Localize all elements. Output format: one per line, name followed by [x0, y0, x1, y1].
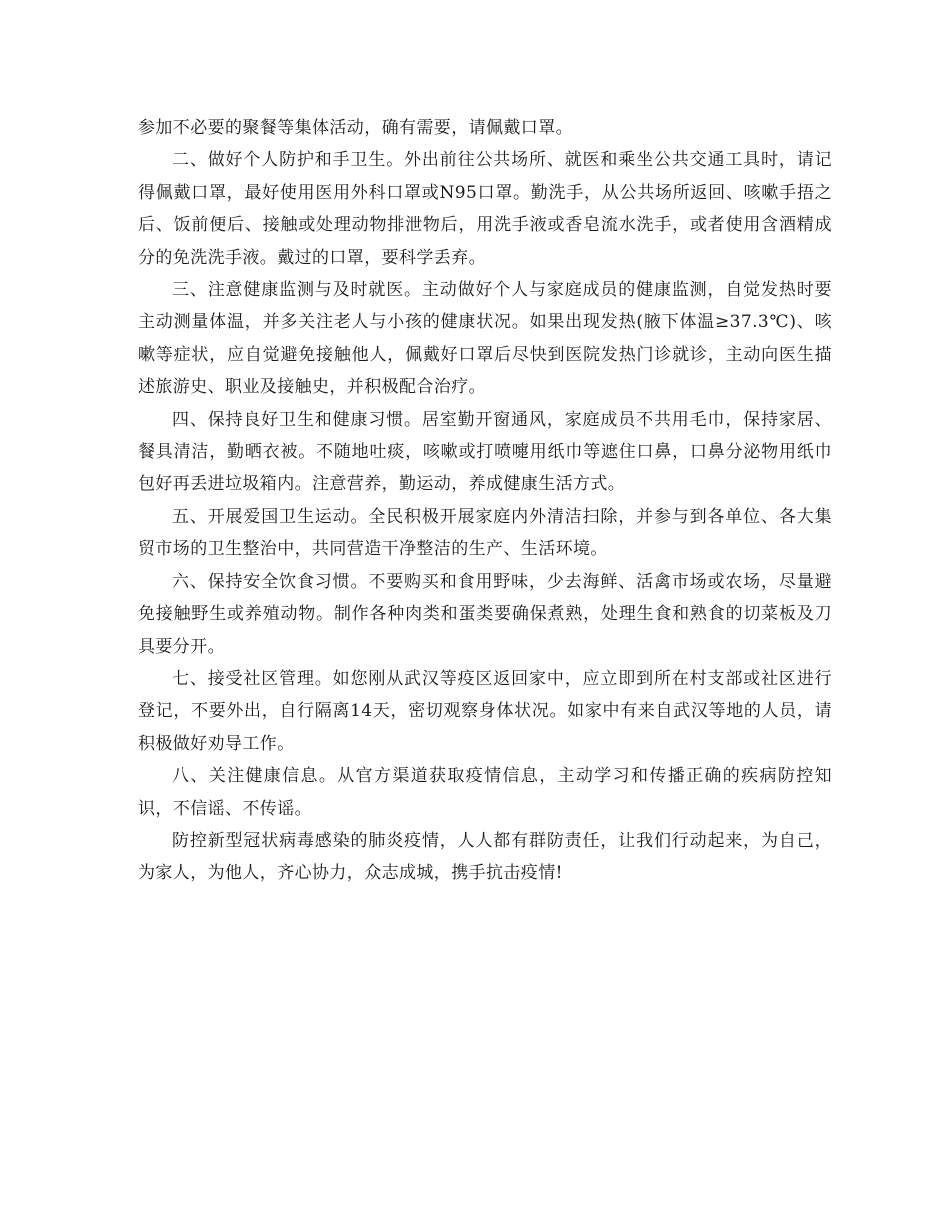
paragraph-hygiene-habits: 四、保持良好卫生和健康习惯。居室勤开窗通风，家庭成员不共用毛巾，保持家居、餐具清洁，勤晒衣被。不随地吐痰，咳嗽或打喷嚏用纸巾等遮住口鼻，口鼻分泌物用纸巾包好再丢进垃圾箱内。注意营养，勤运动，养成健康生活方式。	[138, 409, 832, 495]
document-body	[138, 112, 832, 890]
paragraph-closing-appeal: 防控新型冠状病毒感染的肺炎疫情，人人都有群防责任，让我们行动起来，为自己，为家人，为他人，齐心协力，众志成城，携手抗击疫情!	[138, 830, 832, 884]
paragraph-health-information: 八、关注健康信息。从官方渠道获取疫情信息，主动学习和传播正确的疾病防控知识，不信谣、不传谣。	[138, 766, 832, 819]
paragraph-continuation: 参加不必要的聚餐等集体活动，确有需要，请佩戴口罩。	[138, 118, 573, 138]
paragraph-sanitation-campaign: 五、开展爱国卫生运动。全民积极开展家庭内外清洁扫除，并参与到各单位、各大集贸市场的卫生整治中，共同营造干净整洁的生产、生活环境。	[138, 506, 832, 560]
paragraph-community-management: 七、接受社区管理。如您刚从武汉等疫区返回家中，应立即到所在村支部或社区进行登记，不要外出，自行隔离14天，密切观察身体状况。如家中有来自武汉等地的人员，请积极做好劝导工作。	[138, 668, 832, 754]
paragraph-personal-protection: 二、做好个人防护和手卫生。外出前往公共场所、就医和乘坐公共交通工具时，请记得佩戴口罩，最好使用医用外科口罩或N95口罩。勤洗手，从公共场所返回、咳嗽手捂之后、饭前便后、接触或处理动物排泄物后，用洗手液或香皂流水洗手，或者使用含酒精成分的免洗洗手液。戴过的口罩，要科学丢弃。	[138, 150, 832, 268]
paragraph-food-safety: 六、保持安全饮食习惯。不要购买和食用野味，少去海鲜、活禽市场或农场，尽量避免接触野生或养殖动物。制作各种肉类和蛋类要确保煮熟，处理生食和熟食的切菜板及刀具要分开。	[138, 571, 832, 657]
paragraph-health-monitoring: 三、注意健康监测与及时就医。主动做好个人与家庭成员的健康监测，自觉发热时要主动测量体温，并多关注老人与小孩的健康状况。如果出现发热(腋下体温≥37.3℃)、咳嗽等症状，应自觉避免接触他人，佩戴好口罩后尽快到医院发热门诊就诊，主动向医生描述旅游史、职业及接触史，并积极配合治疗。	[138, 280, 832, 398]
